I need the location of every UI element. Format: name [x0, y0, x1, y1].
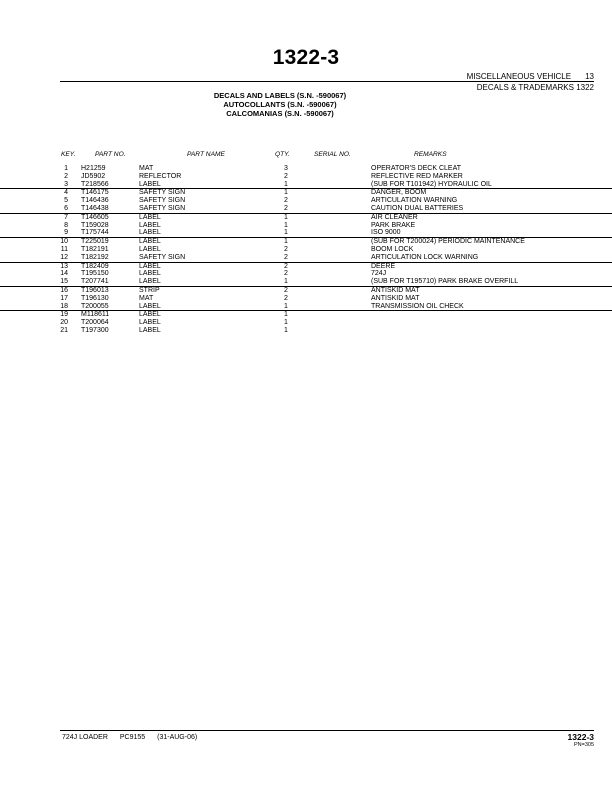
table-row — [0, 311, 612, 319]
part-number-cell: T175744 — [81, 229, 109, 237]
part-number-cell: T182192 — [81, 253, 109, 261]
header-rule — [60, 81, 594, 82]
remarks-cell: ANTISKID MAT — [371, 286, 420, 294]
headline-french: AUTOCOLLANTS (S.N. -590067) — [223, 100, 337, 109]
table-row — [0, 222, 612, 230]
footer-page-number: 1322-3 — [567, 732, 594, 742]
table-row — [0, 238, 612, 246]
quantity-cell: 2 — [284, 197, 288, 205]
remarks-cell: TRANSMISSION OIL CHECK — [371, 302, 464, 310]
table-row — [0, 246, 612, 254]
table-row — [0, 165, 612, 173]
table-row — [0, 303, 612, 312]
footer-catalog: PC9155 — [119, 734, 146, 741]
table-row — [0, 287, 612, 295]
part-name-cell: LABEL — [139, 213, 161, 221]
part-number-cell: T159028 — [81, 221, 109, 229]
part-name-cell: LABEL — [139, 302, 161, 310]
key-cell: 14 — [60, 270, 68, 278]
part-name-cell: LABEL — [139, 238, 161, 246]
section-heading — [467, 72, 594, 81]
part-number-cell: T196013 — [81, 286, 109, 294]
quantity-cell: 1 — [284, 221, 288, 229]
remarks-cell: CAUTION DUAL BATTERIES — [371, 204, 464, 212]
table-row — [0, 270, 612, 278]
table-row — [0, 263, 612, 271]
key-cell: 21 — [60, 326, 68, 334]
key-cell: 7 — [64, 213, 68, 221]
quantity-cell: 2 — [284, 253, 288, 261]
remarks-cell: PARK BRAKE — [371, 221, 416, 229]
table-row — [0, 205, 612, 214]
remarks-cell: BOOM LOCK — [371, 245, 414, 253]
headline-english: DECALS AND LABELS (S.N. -590067) — [213, 91, 347, 100]
part-number-cell: T200064 — [81, 319, 109, 327]
quantity-cell: 1 — [284, 319, 288, 327]
remarks-cell: ARTICULATION LOCK WARNING — [371, 253, 479, 261]
column-header-key: KEY. — [61, 151, 76, 158]
column-header-serial-no: SERIAL NO. — [314, 151, 351, 158]
key-cell: 12 — [60, 253, 68, 261]
table-row — [0, 189, 612, 197]
table-row — [0, 181, 612, 190]
quantity-cell: 1 — [284, 238, 288, 246]
footer-info — [62, 734, 207, 741]
key-cell: 19 — [60, 311, 68, 319]
part-name-cell: LABEL — [139, 180, 161, 188]
quantity-cell: 2 — [284, 286, 288, 294]
column-header-part-no: PART NO. — [95, 151, 126, 158]
remarks-cell: REFLECTIVE RED MARKER — [371, 172, 463, 180]
part-number-cell: T225019 — [81, 238, 109, 246]
part-number-cell: T195150 — [81, 270, 109, 278]
column-header-remarks: REMARKS — [414, 151, 447, 158]
remarks-cell: (SUB FOR T101942) HYDRAULIC OIL — [371, 180, 492, 188]
table-row — [0, 214, 612, 222]
part-name-cell: SAFETY SIGN — [139, 189, 186, 197]
section-page-number: 13 — [585, 72, 594, 81]
key-cell: 8 — [64, 221, 68, 229]
part-name-cell: REFLECTOR — [139, 172, 182, 180]
table-row — [0, 173, 612, 181]
part-name-cell: LABEL — [139, 311, 161, 319]
quantity-cell: 1 — [284, 229, 288, 237]
quantity-cell: 2 — [284, 245, 288, 253]
part-name-cell: LABEL — [139, 326, 161, 334]
quantity-cell: 1 — [284, 326, 288, 334]
key-cell: 3 — [64, 180, 68, 188]
part-number-cell: JD5902 — [81, 172, 106, 180]
part-number-cell: H21259 — [81, 165, 106, 172]
quantity-cell: 1 — [284, 213, 288, 221]
part-name-cell: LABEL — [139, 221, 161, 229]
part-name-cell: MAT — [139, 294, 154, 302]
table-row — [0, 327, 612, 335]
quantity-cell: 1 — [284, 302, 288, 310]
part-number-cell: T207741 — [81, 278, 109, 286]
remarks-cell: (SUB FOR T200024) PERIODIC MAINTENANCE — [371, 238, 525, 246]
column-header-part-name: PART NAME — [187, 151, 225, 158]
part-number-cell: T146175 — [81, 189, 109, 197]
quantity-cell: 2 — [284, 172, 288, 180]
quantity-cell: 1 — [284, 180, 288, 188]
part-number-cell: T146605 — [81, 213, 109, 221]
key-cell: 20 — [60, 319, 68, 327]
quantity-cell: 1 — [284, 311, 288, 319]
key-cell: 1 — [64, 165, 68, 172]
key-cell: 11 — [60, 245, 68, 253]
part-number-cell: T182191 — [81, 245, 109, 253]
part-name-cell: SAFETY SIGN — [139, 204, 186, 212]
quantity-cell: 2 — [284, 294, 288, 302]
part-name-cell: MAT — [139, 165, 154, 172]
remarks-cell: (SUB FOR T195710) PARK BRAKE OVERFILL — [371, 278, 519, 286]
part-number-cell: T146436 — [81, 197, 109, 205]
remarks-cell: DEERE — [371, 262, 396, 270]
part-name-cell: LABEL — [139, 245, 161, 253]
footer-rule — [60, 730, 594, 731]
part-name-cell: SAFETY SIGN — [139, 253, 186, 261]
table-row — [0, 278, 612, 287]
key-cell: 13 — [60, 262, 68, 270]
table-row — [0, 254, 612, 263]
part-name-cell: LABEL — [139, 229, 161, 237]
column-header-qty: QTY. — [275, 151, 290, 158]
remarks-cell: ANTISKID MAT — [371, 294, 420, 302]
key-cell: 6 — [64, 204, 68, 212]
remarks-cell: 724J — [371, 270, 387, 278]
remarks-cell: ARTICULATION WARNING — [371, 197, 458, 205]
key-cell: 10 — [60, 238, 68, 246]
headline-spanish: CALCOMANIAS (S.N. -590067) — [226, 109, 334, 118]
part-number-cell: T218566 — [81, 180, 109, 188]
footer-model: 724J LOADER — [62, 734, 108, 741]
key-cell: 18 — [60, 302, 68, 310]
table-row — [0, 197, 612, 205]
footer-pn: PN=305 — [573, 742, 594, 748]
key-cell: 2 — [64, 172, 68, 180]
key-cell: 15 — [60, 278, 68, 286]
part-name-cell: LABEL — [139, 270, 161, 278]
part-number-cell: T197300 — [81, 326, 109, 334]
remarks-cell: DANGER, BOOM — [371, 189, 427, 197]
table-row — [0, 229, 612, 238]
quantity-cell: 1 — [284, 278, 288, 286]
key-cell: 17 — [60, 294, 68, 302]
quantity-cell: 1 — [284, 189, 288, 197]
quantity-cell: 3 — [284, 165, 288, 172]
page-title: 1322-3 — [272, 46, 340, 69]
part-number-cell: T200055 — [81, 302, 109, 310]
part-name-cell: LABEL — [139, 319, 161, 327]
remarks-cell: AIR CLEANER — [371, 213, 418, 221]
part-number-cell: M118611 — [81, 311, 110, 319]
key-cell: 5 — [64, 197, 68, 205]
quantity-cell: 2 — [284, 270, 288, 278]
part-name-cell: SAFETY SIGN — [139, 197, 186, 205]
table-row — [0, 295, 612, 303]
key-cell: 9 — [64, 229, 68, 237]
table-row — [0, 319, 612, 327]
remarks-cell: ISO 9000 — [371, 229, 401, 237]
key-cell: 16 — [60, 286, 68, 294]
part-name-cell: STRIP — [139, 286, 160, 294]
part-name-cell: LABEL — [139, 278, 161, 286]
part-number-cell: T196130 — [81, 294, 109, 302]
part-number-cell: T182409 — [81, 262, 109, 270]
quantity-cell: 2 — [284, 204, 288, 212]
section-name: MISCELLANEOUS VEHICLE — [466, 72, 572, 81]
group-heading: DECALS & TRADEMARKS 1322 — [476, 83, 594, 92]
part-number-cell: T146438 — [81, 204, 109, 212]
parts-table — [0, 165, 612, 335]
quantity-cell: 2 — [284, 262, 288, 270]
key-cell: 4 — [64, 189, 68, 197]
footer-date: (31-AUG-06) — [157, 734, 198, 741]
part-name-cell: LABEL — [139, 262, 161, 270]
remarks-cell: OPERATOR'S DECK CLEAT — [371, 165, 462, 172]
